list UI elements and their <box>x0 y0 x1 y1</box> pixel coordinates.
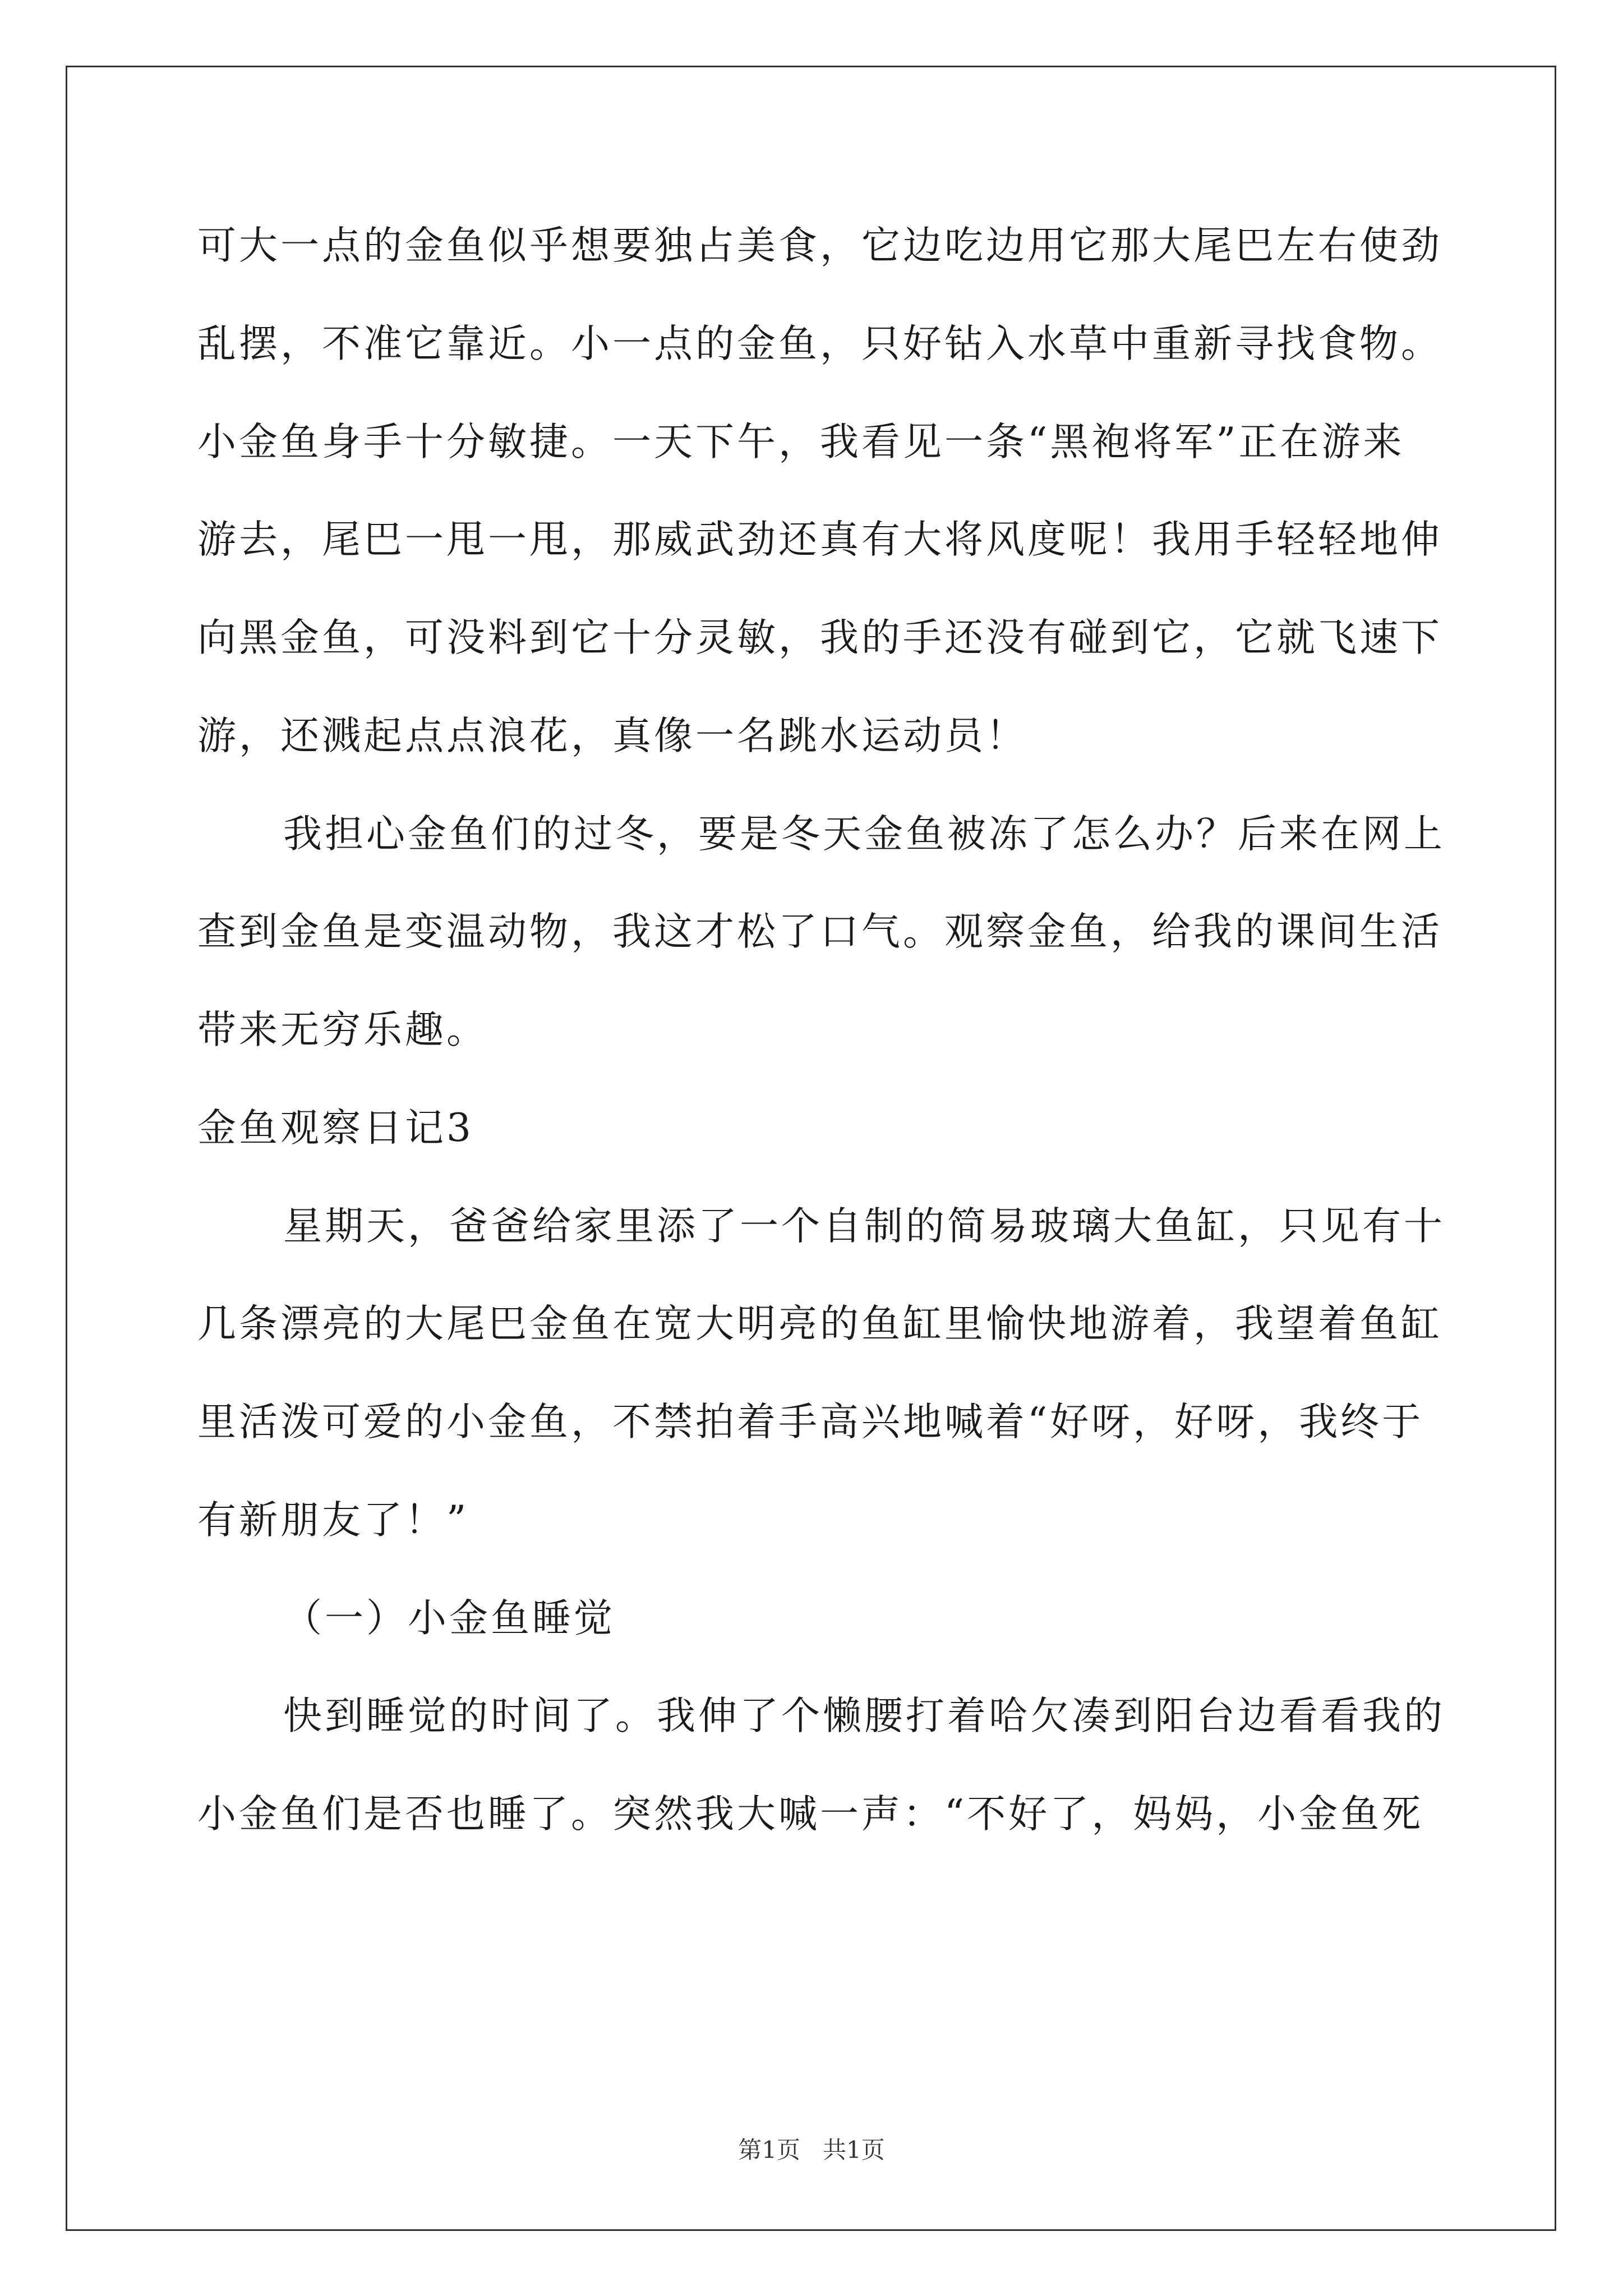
text-line: 游去，尾巴一甩一甩，那威武劲还真有大将风度呢！我用手轻轻地伸 <box>197 517 1442 562</box>
text-line: 带来无穷乐趣。 <box>197 1007 488 1052</box>
text-line: 我担心金鱼们的过冬，要是冬天金鱼被冻了怎么办？后来在网上 <box>283 812 1445 857</box>
text-line: 小金鱼们是否也睡了。突然我大喊一声：“不好了，妈妈，小金鱼死 <box>197 1792 1424 1837</box>
text-line: 快到睡觉的时间了。我伸了个懒腰打着哈欠凑到阳台边看看我的 <box>283 1694 1445 1738</box>
text-line: 几条漂亮的大尾巴金鱼在宽大明亮的鱼缸里愉快地游着，我望着鱼缸 <box>197 1301 1442 1346</box>
text-line: 里活泼可爱的小金鱼，不禁拍着手高兴地喊着“好呀，好呀，我终于 <box>197 1400 1424 1444</box>
subsection-heading: （一）小金鱼睡觉 <box>283 1596 615 1641</box>
text-line: 乱摆，不准它靠近。小一点的金鱼，只好钻入水草中重新寻找食物。 <box>197 321 1442 366</box>
section-heading: 金鱼观察日记3 <box>197 1106 474 1151</box>
text-line: 小金鱼身手十分敏捷。一天下午，我看见一条“黑袍将军”正在游来 <box>197 420 1405 464</box>
text-line: 星期天，爸爸给家里添了一个自制的简易玻璃大鱼缸，只见有十 <box>283 1204 1445 1249</box>
text-line: 查到金鱼是变温动物，我这才松了口气。观察金鱼，给我的课间生活 <box>197 909 1442 954</box>
text-line: 游，还溅起点点浪花，真像一名跳水运动员！ <box>197 714 1027 758</box>
page-number-footer: 第1页 共1页 <box>738 2136 885 2164</box>
text-line: 向黑金鱼，可没料到它十分灵敏，我的手还没有碰到它，它就飞速下 <box>197 615 1442 660</box>
text-line: 可大一点的金鱼似乎想要独占美食，它边吃边用它那大尾巴左右使劲 <box>197 223 1442 268</box>
text-line: 有新朋友了！” <box>197 1498 469 1543</box>
